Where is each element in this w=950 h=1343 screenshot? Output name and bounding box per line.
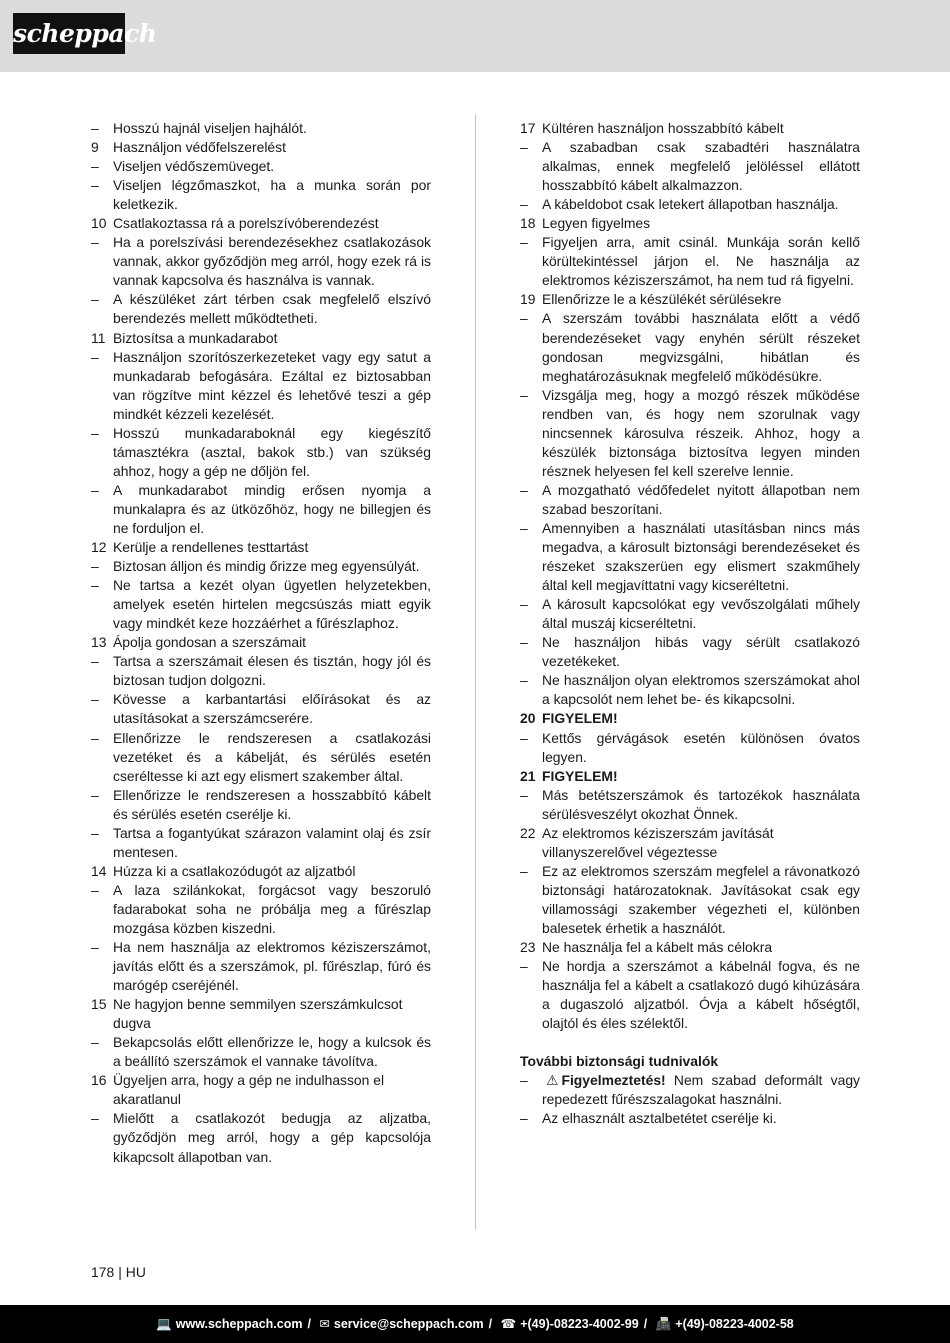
section-number: 19 [520, 291, 536, 308]
dash-marker: – [520, 786, 528, 803]
list-item [91, 290, 431, 328]
section-heading [520, 767, 860, 786]
item-text: Kültéren használjon hosszabbító kábelt [542, 120, 784, 136]
section-heading [91, 138, 431, 157]
section-number: 13 [91, 634, 107, 651]
item-text: Figyeljen arra, amit csinál. Munkája során kellő körültekintéssel járjon el. Ne használja az elektromos kéziszerszámot, ha nem tud rá figyelni. [542, 234, 860, 289]
section-heading [91, 995, 431, 1033]
item-text: Használjon szorítószerkezeteket vagy egy satut a munkadarab befogására. Ezáltal ez biztosabban van rögzítve mint kézzel és lehetővé teszi a gép mindkét kézzeli kezelését. [113, 348, 431, 422]
section-title: További biztonsági tudnivalók [520, 1053, 719, 1070]
list-item [520, 862, 860, 938]
list-item [520, 138, 860, 195]
dash-marker: – [520, 234, 528, 251]
item-text: Az elektromos kéziszerszám javítását villanyszerelővel végeztesse [542, 824, 774, 860]
dash-marker: – [91, 577, 99, 594]
item-text: Kerülje a rendellenes testtartást [113, 539, 309, 556]
item-text: Ellenőrizze le a készülékét sérülésekre [542, 291, 782, 308]
dash-marker: – [520, 196, 528, 213]
section-number: 16 [91, 1072, 107, 1089]
section-heading [520, 938, 860, 957]
dash-marker: – [91, 291, 99, 308]
section-heading [520, 119, 860, 138]
dash-marker: – [91, 177, 99, 194]
list-item [91, 1033, 431, 1071]
list-item [91, 652, 431, 690]
list-item [91, 729, 431, 786]
dash-marker: – [520, 386, 528, 403]
item-text: A munkadarabot mindig erősen nyomja a munkalapra és az ütközőhöz, hogy ne billegjen és ne forduljon el. [113, 481, 431, 536]
dash-marker: – [91, 1034, 99, 1051]
list-item [520, 519, 860, 595]
item-text: Ügyeljen arra, hogy a gép ne indulhasson el akaratlanul [113, 1072, 385, 1108]
list-item [520, 729, 860, 767]
list-item [91, 424, 431, 481]
item-text: Kettős gérvágások esetén különösen óvatos legyen. [542, 729, 860, 765]
dash-marker: – [520, 1072, 528, 1089]
item-text: Legyen figyelmes [542, 215, 651, 232]
dash-marker: – [520, 519, 528, 536]
dash-marker: – [91, 824, 99, 841]
item-text: Használjon védőfelszerelést [113, 139, 286, 156]
item-text: Vizsgálja meg, hogy a mozgó részek működése rendben van, és hogy nem szorulnak vagy nincsennek károsulva részeik. Ahhoz, hogy a készülék biztonsága biztosítva legyen minden résznek helyesen fel kell szerelve lennie. [542, 386, 860, 479]
phone-number: +(49)-08223-4002-99 [520, 1317, 639, 1331]
list-item [91, 233, 431, 290]
phone-icon: ☎ [500, 1317, 517, 1331]
section-heading [520, 290, 860, 309]
section-heading [91, 633, 431, 652]
dash-marker: – [91, 158, 99, 175]
item-text: Ez az elektromos szerszám megfelel a rávonatkozó biztonsági határozatoknak. Javításokat csak egy villamossági szakember végezheti el, különben balesetek érhetik a használót. [542, 862, 860, 936]
dash-marker: – [91, 348, 99, 365]
dash-marker: – [91, 234, 99, 251]
section-heading [520, 709, 860, 728]
list-item [91, 348, 431, 424]
dash-marker: – [520, 634, 528, 651]
list-item [520, 671, 860, 709]
item-text: A laza szilánkokat, forgácsot vagy beszoruló fadarabokat soha ne próbálja meg a fűrészlap mozgása közben kiszedni. [113, 881, 431, 936]
item-text: A szerszám további használata előtt a védő berendezéseket vagy enyhén sérült részeket gondosan megvizsgálni, hibátlan és meghatározásuknak megfelelő működésükre. [542, 310, 860, 384]
section-number: 11 [91, 329, 106, 346]
section-heading [91, 1071, 431, 1109]
item-text: Tartsa a fogantyúkat szárazon valamint olaj és zsír mentesen. [113, 824, 431, 860]
item-text: Biztosítsa a munkadarabot [113, 329, 278, 346]
warning-icon: ⚠ [546, 1072, 559, 1089]
section-number: 14 [91, 862, 107, 879]
dash-marker: – [520, 596, 528, 613]
dash-marker: – [520, 672, 528, 689]
dash-marker: – [520, 862, 528, 879]
item-text: Ellenőrizze le rendszeresen a hosszabbító kábelt és sérülés esetén cserélje ki. [113, 786, 431, 822]
list-item [91, 938, 431, 995]
dash-marker: – [91, 120, 99, 136]
fax-number: +(49)-08223-4002-58 [675, 1317, 794, 1331]
list-item [91, 557, 431, 576]
item-text: A készüléket zárt térben csak megfelelő elszívó berendezés mellett működtetheti. [113, 291, 431, 327]
item-text: Ne használja fel a kábelt más célokra [542, 939, 773, 956]
dash-marker: – [91, 691, 99, 708]
dash-marker: – [91, 481, 99, 498]
page-header [0, 0, 950, 72]
right-column-list [520, 119, 860, 1033]
item-text: Ne tartsa a kezét olyan ügyetlen helyzetekben, amelyek esetén hirtelen megcsúszás miatt egyik vagy mindkét keze hozzáérhet a fűrészlaphoz. [113, 577, 431, 632]
item-text: Hosszú munkadaraboknál egy kiegészítő támasztékra (asztal, bakok stb.) van szükség ahhoz, hogy a gép ne dőljön fel. [113, 424, 431, 479]
dash-marker: – [520, 958, 528, 975]
page-number: 178 [91, 1264, 115, 1280]
item-text: Ha a porelszívási berendezésekhez csatlakozások vannak, akkor győződjön meg arról, hogy ezek rá is vannak kapcsolva és használva is vannak. [113, 234, 431, 289]
item-text: Amennyiben a használati utasításban nincs más megadva, a károsult biztonsági berendezéseket és részeket szakszerüen egy elismert szakműhely által kell megjavíttatni vagy kicseréltetni. [542, 519, 860, 594]
list-item [91, 690, 431, 728]
item-text: A szabadban csak szabadtéri használatra alkalmas, ennek megfelelő jelöléssel ellátott hosszabbító kábelt alkalmazzon. [542, 139, 860, 194]
item-text: Az elhasznált asztalbetétet cserélje ki. [542, 1110, 777, 1127]
item-text: Húzza ki a csatlakozódugót az aljzatból [113, 862, 356, 879]
item-text: Mielőtt a csatlakozót bedugja az aljzatba, győződjön meg arról, hogy a gép kapcsolója kikapcsolt állapotban van. [113, 1110, 431, 1165]
left-column [91, 119, 431, 1167]
list-item [520, 633, 860, 671]
section-heading [91, 862, 431, 881]
section-number: 12 [91, 539, 107, 556]
section-number: 15 [91, 996, 107, 1013]
list-item [91, 481, 431, 538]
dash-marker: – [520, 310, 528, 327]
website-link[interactable]: www.scheppach.com [175, 1317, 303, 1331]
item-text: Ápolja gondosan a szerszámait [113, 634, 307, 651]
dash-marker: – [91, 1110, 99, 1127]
section-number: 22 [520, 824, 536, 841]
item-text: Kövesse a karbantartási előírásokat és az utasításokat a szerszámcserére. [113, 691, 431, 727]
page-number-block: 178 | HU [91, 1264, 146, 1280]
list-item [520, 195, 860, 214]
list-item [520, 309, 860, 385]
item-text: Tartsa a szerszámait élesen és tisztán, hogy jól és biztosan tudjon dolgozni. [113, 653, 431, 689]
list-item [91, 881, 431, 938]
list-item [520, 481, 860, 519]
item-text: Ne hagyjon benne semmilyen szerszámkulcsot dugva [113, 996, 403, 1032]
list-item [520, 386, 860, 481]
list-item [520, 786, 860, 824]
fax-icon: 📠 [655, 1317, 672, 1331]
item-text: A károsult kapcsolókat egy vevőszolgálati műhely által muszáj kicseréltetni. [542, 596, 860, 632]
mail-icon: ✉ [319, 1317, 330, 1331]
list-item [520, 957, 860, 1033]
list-item [91, 786, 431, 824]
dash-marker: – [91, 939, 99, 956]
list-item [520, 595, 860, 633]
section-number: 18 [520, 215, 536, 232]
section-number: 10 [91, 215, 107, 232]
dash-marker: – [91, 424, 99, 441]
item-text: Bekapcsolás előtt ellenőrizze le, hogy a kulcsok és a beállító szerszámok el vannake távolítva. [113, 1034, 431, 1070]
dash-marker: – [91, 729, 99, 746]
item-text: Viseljen légzőmaszkot, ha a munka során por keletkezik. [113, 177, 431, 213]
list-item [520, 233, 860, 290]
email-link[interactable]: service@scheppach.com [333, 1317, 484, 1331]
item-text: Biztosan álljon és mindig őrizze meg egyensúlyát. [113, 558, 420, 575]
dash-marker: – [91, 558, 99, 575]
language-code: HU [125, 1264, 146, 1280]
item-text: Csatlakoztassa rá a porelszívóberendezést [113, 215, 379, 232]
contact-footer: 💻 www.scheppach.com / ✉ service@scheppach.com / ☎ +(49)-08223-4002-99 / 📠 +(49)-08223-4002-58 [0, 1305, 950, 1343]
item-text: FIGYELEM! [542, 767, 618, 784]
dash-marker: – [520, 1110, 528, 1127]
right-column [520, 119, 860, 1128]
section-heading [520, 214, 860, 233]
section-heading [520, 824, 860, 862]
section-number: 17 [520, 120, 536, 136]
section-number: 21 [520, 767, 536, 784]
dash-marker: – [91, 653, 99, 670]
dash-marker: – [91, 881, 99, 898]
list-item [91, 824, 431, 862]
brand-logo: scheppach [13, 13, 125, 54]
dash-marker: – [520, 729, 528, 746]
item-text: Hosszú hajnál viseljen hajhálót. [113, 120, 307, 136]
warning-text: Nem szabad deformált vagy repedezett fűrészszalagokat használni. [542, 1072, 860, 1108]
column-divider [475, 114, 476, 1230]
section-number: 20 [520, 710, 536, 727]
list-item [520, 1109, 860, 1128]
section-heading [91, 214, 431, 233]
item-text: Ne használjon olyan elektromos szerszámokat ahol a kapcsolót nem lehet be- és kikapcsolni. [542, 672, 860, 708]
item-text: Ne hordja a szerszámot a kábelnál fogva, és ne használja fel a kábelt a csatlakozó dugó kihúzására a dugaszoló aljzatból. Óvja a kábelt hőségtől, olajtól és éles szélektől. [542, 958, 860, 1032]
item-text: A mozgatható védőfedelet nyitott állapotban nem szabad beszorítani. [542, 481, 860, 517]
item-text: Viseljen védőszemüveget. [113, 158, 275, 175]
section-number: 9 [91, 139, 99, 156]
item-text: Ne használjon hibás vagy sérült csatlakozó vezetékeket. [542, 634, 860, 670]
list-item [91, 157, 431, 176]
dash-marker: – [520, 481, 528, 498]
section-heading [91, 329, 431, 348]
item-text: Ha nem használja az elektromos kéziszerszámot, javítás előtt és a szerszámok, pl. fűrészlap, fúró és marógép cseréjénél. [113, 939, 431, 994]
item-text: Más betétszerszámok és tartozékok használata sérülésveszélyt okozhat Önnek. [542, 786, 860, 822]
section-heading [91, 538, 431, 557]
list-item [91, 176, 431, 214]
warning-label: Figyelmeztetés! [561, 1072, 666, 1089]
dash-marker: – [520, 139, 528, 156]
item-text: Ellenőrizze le rendszeresen a csatlakozási vezetéket és a kábelját, és sérülés esetén cseréltesse ki azt egy elismert szakember által. [113, 729, 431, 784]
list-item [91, 576, 431, 633]
item-text: A kábeldobot csak letekert állapotban használja. [542, 196, 839, 213]
section-number: 23 [520, 939, 536, 956]
list-item [91, 119, 431, 138]
warning-item [520, 1071, 860, 1109]
dash-marker: – [91, 786, 99, 803]
monitor-icon: 💻 [156, 1317, 172, 1331]
item-text: FIGYELEM! [542, 710, 618, 727]
list-item [91, 1109, 431, 1166]
